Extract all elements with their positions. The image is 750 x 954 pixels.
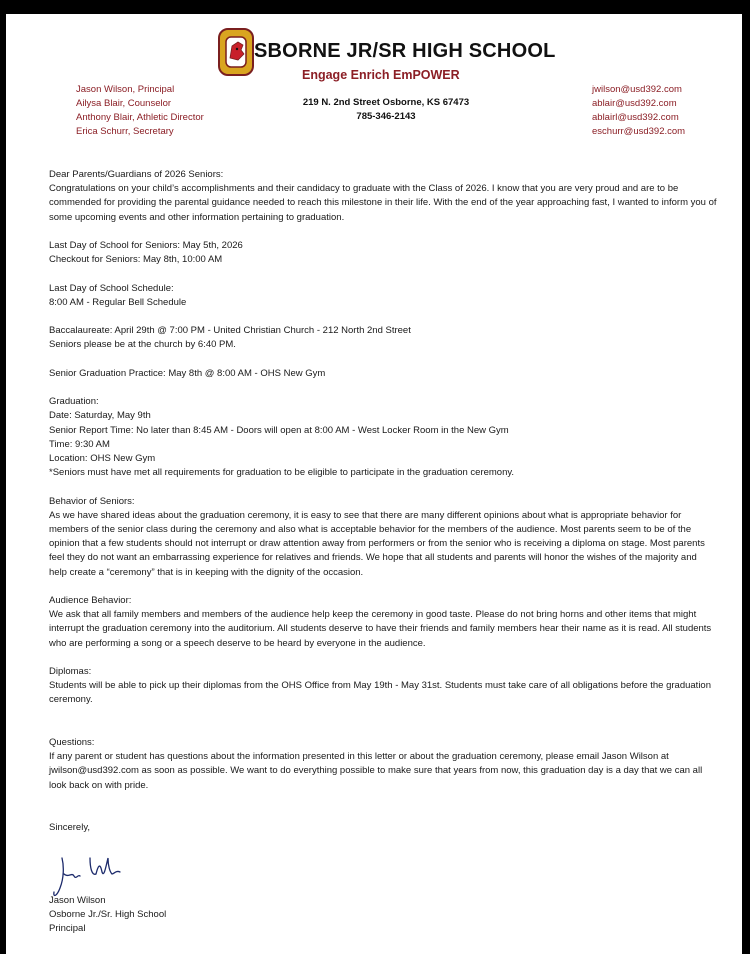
letter-page	[6, 14, 742, 954]
graduation-note: *Seniors must have met all requirements for graduation to be eligible to participate in the graduation ceremony.	[49, 467, 515, 479]
diplomas-heading: Diplomas:	[49, 665, 92, 677]
school-name: SBORNE JR/SR HIGH SCHOOL	[254, 40, 556, 62]
email-principal[interactable]: jwilson@usd392.com	[592, 84, 682, 95]
schedule-line: 8:00 AM - Regular Bell Schedule	[49, 296, 187, 308]
questions-heading: Questions:	[49, 736, 95, 748]
signer-title: Principal	[49, 923, 86, 935]
graduation-heading: Graduation:	[49, 396, 99, 408]
graduation-time: Time: 9:30 AM	[49, 438, 110, 450]
staff-counselor: Ailysa Blair, Counselor	[76, 98, 172, 109]
email-secretary[interactable]: eschurr@usd392.com	[592, 126, 686, 137]
questions-paragraph: If any parent or student has questions about the information presented in this letter or about the graduation ceremony, please email Jason Wilson at jwilson@usd392.com as soon as possible. We want to do everything possible to make sure that years from now, this graduation day is a day that we can all look back on with pride.	[49, 751, 703, 791]
last-day-line: Last Day of School for Seniors: May 5th, 2026	[49, 240, 243, 251]
signature-block	[49, 894, 166, 937]
school-address-block	[256, 96, 516, 124]
school-logo-icon	[218, 28, 254, 76]
intro-paragraph: Congratulations on your child’s accomplishments and their candidacy to graduate with the Class of 2026. I know that you are very proud and are to be commended for providing the parental guidance needed to reach this milestone in their life. With the end of the year approaching fast, I wanted to inform you of some upcoming events and other information pertaining to graduation.	[49, 183, 717, 223]
diplomas-paragraph: Students will be able to pick up their diplomas from the OHS Office from May 19th - May 31st. Students must take care of all obligations before the graduation ceremony.	[49, 680, 711, 706]
school-phone: 785-346-2143	[356, 111, 416, 122]
email-list	[592, 83, 685, 139]
baccalaureate-note: Seniors please be at the church by 6:40 PM.	[49, 339, 236, 351]
email-counselor[interactable]: ablair@usd392.com	[592, 98, 677, 109]
closing: Sincerely,	[49, 822, 91, 834]
audience-paragraph: We ask that all family members and members of the audience help keep the ceremony in good taste. Please do not bring horns and other items that might interrupt the graduation ceremony into the auditorium. All students deserve to have their friends and family members hear their name as it is read. All students who are performing a song or a speech deserve to be heard by everyone in the audience.	[49, 609, 712, 649]
school-address: 219 N. 2nd Street Osborne, KS 67473	[302, 97, 470, 108]
staff-athletic-director: Anthony Blair, Athletic Director	[76, 112, 204, 123]
letter-body	[49, 168, 717, 835]
staff-principal: Jason Wilson, Principal	[76, 84, 175, 95]
behavior-paragraph: As we have shared ideas about the graduation ceremony, it is easy to see that there are many different opinions about what is appropriate behavior for members of the senior class during the ceremony and also what is acceptable behavior for the members of the audience. Most parents seem to be of the opinion that a few students should not interrupt or draw attention away from performers or from the senior who is receiving a diploma on stage. Most parents feel they do not want an embarrassing experience for relatives and friends. We hope that all students and parents will honor the wishes of the majority and help create a “ceremony” that is in keeping with the dignity of the occasion.	[49, 509, 705, 578]
graduation-location: Location: OHS New Gym	[49, 452, 156, 464]
staff-list	[76, 83, 204, 139]
salutation: Dear Parents/Guardians of 2026 Seniors:	[49, 169, 224, 180]
baccalaureate-line: Baccalaureate: April 29th @ 7:00 PM - United Christian Church - 212 North 2nd Street	[49, 325, 411, 337]
audience-heading: Audience Behavior:	[49, 594, 132, 606]
school-motto: Engage Enrich EmPOWER	[302, 68, 460, 82]
behavior-heading: Behavior of Seniors:	[49, 495, 135, 507]
staff-secretary: Erica Schurr, Secretary	[76, 126, 174, 137]
signer-name: Jason Wilson	[49, 895, 106, 906]
graduation-report-time: Senior Report Time: No later than 8:45 AM - Doors will open at 8:00 AM - West Locker Room in the New Gym	[49, 424, 509, 436]
practice-line: Senior Graduation Practice: May 8th @ 8:00 AM - OHS New Gym	[49, 367, 326, 379]
checkout-line: Checkout for Seniors: May 8th, 10:00 AM	[49, 254, 223, 266]
schedule-heading: Last Day of School Schedule:	[49, 282, 174, 294]
email-athletic-director[interactable]: ablairl@usd392.com	[592, 112, 679, 123]
signer-school: Osborne Jr./Sr. High School	[49, 909, 167, 921]
graduation-date: Date: Saturday, May 9th	[49, 410, 151, 422]
